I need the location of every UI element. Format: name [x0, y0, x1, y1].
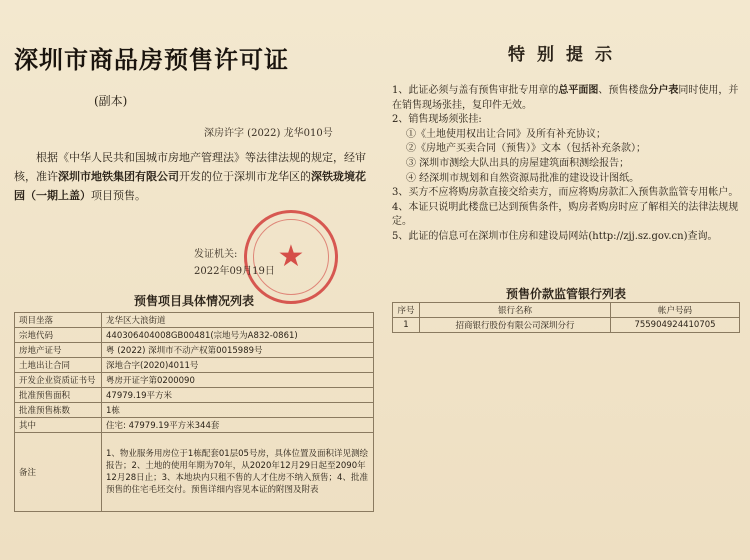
row-label: 其中	[15, 418, 102, 433]
notice-right-panel	[392, 40, 740, 331]
project-name: 深铁珑境花园（一期上盖）	[14, 170, 366, 202]
table-row	[15, 433, 374, 512]
table-row	[15, 313, 374, 328]
table-row	[15, 403, 374, 418]
notice-item-4: 4、本证只说明此楼盘已达到预售条件，购房者购房时应了解相关的法律法规规定。	[392, 201, 739, 228]
row-label: 批准预售面积	[15, 388, 102, 403]
table-row	[15, 388, 374, 403]
table-row	[15, 343, 374, 358]
body-prefix: 根据《中华人民共和国城市房地产管理法》等法律法规的规定，经审核，准许	[14, 151, 366, 183]
row-value: 住宅: 47979.19平方米344套	[102, 418, 374, 433]
bank-table	[392, 302, 740, 333]
row-value: 440306404008GB00481(宗地号为A832-0861)	[102, 328, 374, 343]
header-account: 帐户号码	[611, 303, 740, 318]
notice-item-2-sub-1: ①《土地使用权出让合同》及所有补充协议；	[406, 128, 606, 140]
project-table-title: 预售项目具体情况列表	[133, 294, 254, 308]
copy-mark: (副本)	[94, 94, 128, 108]
notice-item-1	[392, 84, 740, 113]
issue-date: 2022年09月19日	[194, 266, 275, 277]
notice-item-2-sub-3: ③ 深圳市测绘大队出具的房屋建筑面积测绘报告；	[406, 157, 630, 169]
notice-title: 特别提示	[508, 45, 624, 65]
issuer-label: 发证机关:	[194, 249, 238, 260]
row-label: 宗地代码	[15, 328, 102, 343]
row-value: 龙华区大浪街道	[102, 313, 374, 328]
row-label: 房地产证号	[15, 343, 102, 358]
row-value: 粤 (2022) 深圳市不动产权第0015989号	[102, 343, 374, 358]
certificate-left-panel	[14, 40, 374, 495]
certificate-number: 深房许字 (2022) 龙华010号	[204, 128, 333, 139]
header-no: 序号	[393, 303, 420, 318]
row-no: 1	[393, 318, 420, 333]
row-account: 755904924410705	[611, 318, 740, 333]
bank-table-title: 预售价款监管银行列表	[505, 287, 626, 301]
item1-mid: 、预售楼盘	[598, 85, 649, 96]
notice-item-2-sub-2: ②《房地产买卖合同（预售）》文本（包括补充条款）；	[406, 143, 646, 155]
notice-item-5: 5、此证的信息可在深圳市住房和建设局网站(http://zjj.sz.gov.cn)查询。	[392, 230, 718, 242]
row-label: 开发企业资质证书号	[15, 373, 102, 388]
notice-item-3: 3、买方不应将购房款直接交给卖方，而应将购房款汇入预售款监管专用帐户。	[392, 187, 739, 199]
item1-pre: 1、此证必须与盖有预售审批专用章的	[392, 85, 559, 96]
row-label: 土地出让合同	[15, 358, 102, 373]
item1-post: 同时使用，并在销售现场张挂，复印件无效。	[392, 85, 739, 111]
developer-name: 深圳市地铁集团有限公司	[58, 170, 179, 183]
remark-label: 备注	[15, 433, 102, 512]
row-value: 粤房开证字第0200090	[102, 373, 374, 388]
table-row	[15, 418, 374, 433]
row-value: 47979.19平方米	[102, 388, 374, 403]
remark-text: 1、物业服务用房位于1栋配套01层05号房，具体位置及面积详见测绘报告；2、土地的使用年期为70年，从2020年12月29日起至2090年12月28日止；3、本地块内只租不售的人才住房不纳入预售；4、批准预售的住宅毛坯交付。预售详细内容见本证的附图及附表	[102, 433, 374, 512]
body-suffix: 项目预售。	[91, 189, 146, 202]
notice-list	[392, 84, 740, 245]
row-value: 1栋	[102, 403, 374, 418]
item1-bold-table: 分户表	[648, 85, 679, 96]
table-header-row	[393, 303, 740, 318]
header-bank: 银行名称	[420, 303, 611, 318]
table-row	[15, 328, 374, 343]
table-row	[393, 318, 740, 333]
row-label: 项目坐落	[15, 313, 102, 328]
issuer-block	[194, 246, 275, 280]
table-row	[15, 373, 374, 388]
seal-star-icon: ★	[277, 239, 305, 274]
body-middle: 开发的位于深圳市龙华区的	[179, 170, 311, 183]
table-row	[15, 358, 374, 373]
certificate-title: 深圳市商品房预售许可证	[14, 45, 289, 74]
project-table	[14, 312, 374, 512]
row-label: 批准预售栋数	[15, 403, 102, 418]
notice-item-2-sub-4: ④ 经深圳市规划和自然资源局批准的建设设计图纸。	[406, 172, 640, 184]
certificate-body	[14, 148, 374, 205]
row-value: 深地合字(2020)4011号	[102, 358, 374, 373]
item1-bold-plan: 总平面图	[558, 85, 599, 96]
notice-item-2: 2、销售现场须张挂:	[392, 114, 482, 126]
row-bank: 招商银行股份有限公司深圳分行	[420, 318, 611, 333]
